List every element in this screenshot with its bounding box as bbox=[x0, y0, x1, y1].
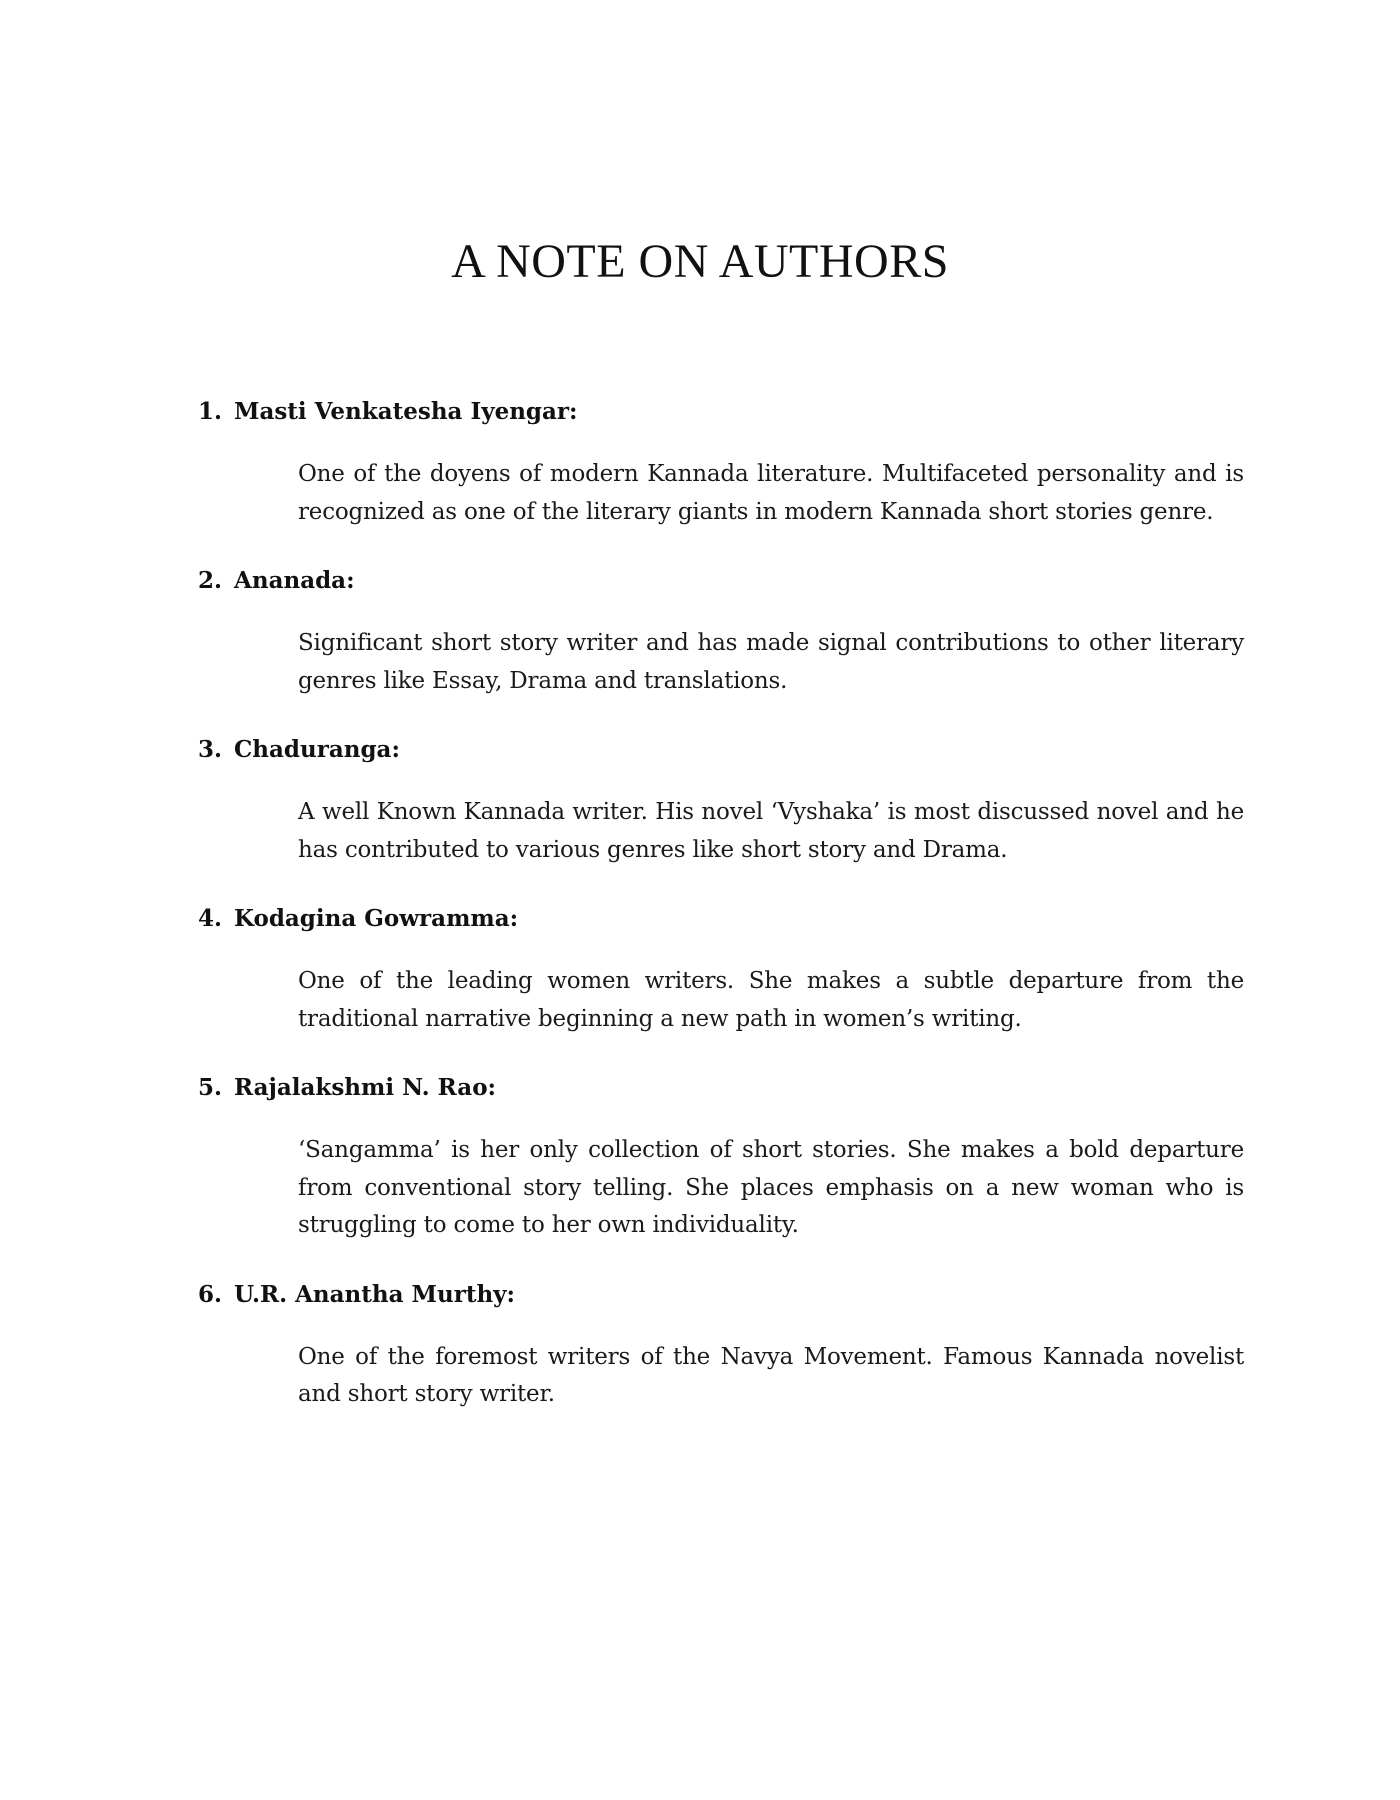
author-number: 1. bbox=[198, 398, 223, 425]
author-heading bbox=[198, 1073, 1248, 1103]
author-description: Significant short story writer and has made signal contributions to other literary genres like Essay, Drama and translations. bbox=[298, 630, 1244, 694]
author-number: 2. bbox=[198, 567, 223, 594]
author-number: 5. bbox=[198, 1074, 223, 1101]
author-entry bbox=[198, 397, 1248, 531]
author-number: 3. bbox=[198, 736, 223, 763]
author-heading bbox=[198, 904, 1248, 934]
author-entry bbox=[198, 904, 1248, 1038]
author-name: Kodagina Gowramma: bbox=[234, 905, 519, 932]
author-entry bbox=[198, 735, 1248, 869]
author-heading bbox=[198, 397, 1248, 427]
author-heading bbox=[198, 1280, 1248, 1310]
author-entry bbox=[198, 566, 1248, 700]
author-name: U.R. Anantha Murthy: bbox=[234, 1280, 516, 1308]
author-list bbox=[198, 397, 1248, 1449]
author-name: Masti Venkatesha Iyengar: bbox=[234, 398, 578, 425]
author-heading bbox=[198, 735, 1248, 765]
author-description: One of the foremost writers of the Navya Movement. Famous Kannada novelist and short story writer. bbox=[298, 1343, 1244, 1407]
author-description: One of the doyens of modern Kannada literature. Multifaceted personality and is recognized as one of the literary giants in modern Kannada short stories genre. bbox=[298, 461, 1244, 525]
author-name: Chaduranga: bbox=[234, 736, 400, 763]
page-title: A NOTE ON AUTHORS bbox=[451, 235, 949, 288]
author-heading bbox=[198, 566, 1248, 596]
author-description: A well Known Kannada writer. His novel ‘Vyshaka’ is most discussed novel and he has contributed to various genres like short story and Drama. bbox=[298, 799, 1244, 863]
author-entry bbox=[198, 1280, 1248, 1414]
author-number: 4. bbox=[198, 905, 223, 932]
author-entry bbox=[198, 1073, 1248, 1245]
author-name: Ananada: bbox=[234, 567, 355, 594]
author-number: 6. bbox=[198, 1280, 223, 1308]
author-description: ‘Sangamma’ is her only collection of short stories. She makes a bold departure from conventional story telling. She places emphasis on a new woman who is struggling to come to her own individuality. bbox=[298, 1137, 1244, 1238]
author-description: One of the leading women writers. She makes a subtle departure from the traditional narrative beginning a new path in women’s writing. bbox=[298, 968, 1244, 1032]
author-name: Rajalakshmi N. Rao: bbox=[234, 1074, 497, 1101]
